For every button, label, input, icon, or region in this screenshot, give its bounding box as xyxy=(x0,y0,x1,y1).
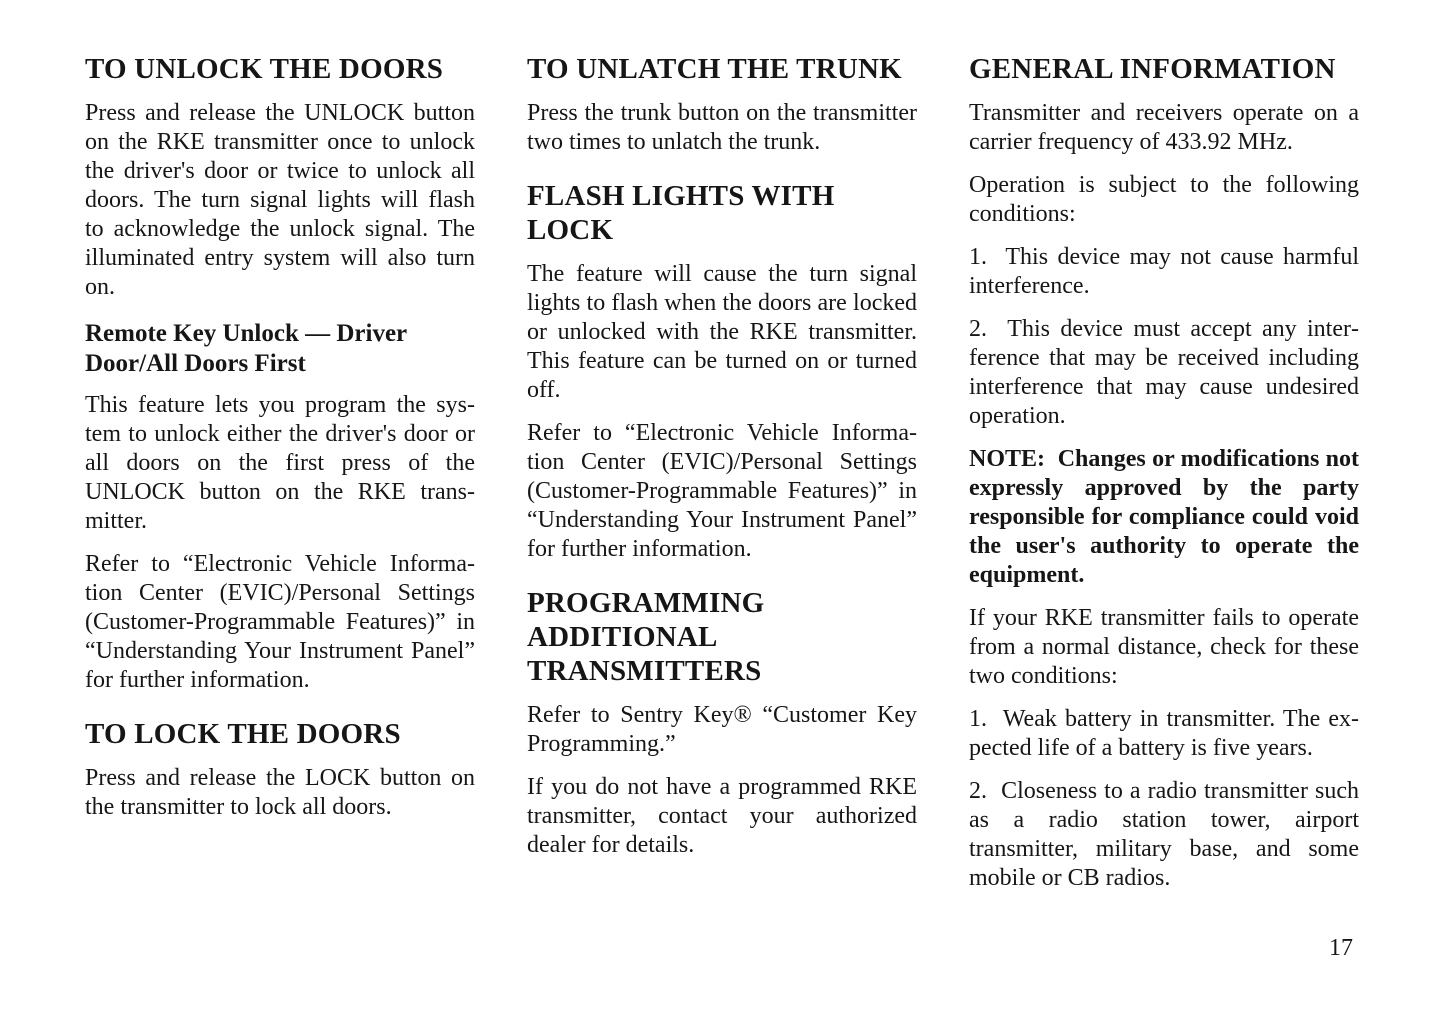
para-operation-conditions: Operation is subject to the following conditions: xyxy=(969,172,1359,227)
heading-unlock-doors: TO UNLOCK THE DOORS xyxy=(85,53,444,85)
column-middle xyxy=(527,52,917,907)
para-note-compliance: NOTE: Changes or modifications not expressly approved by the party responsible for compliance could void the user's authority to operate the equipment. xyxy=(969,446,1359,588)
para-radio-closeness: 2. Closeness to a radio transmitter such as a radio station tower, airport transmitter, military base, and some mobile or CB radios. xyxy=(969,778,1359,891)
para-no-programmed-rke: If you do not have a programmed RKE transmitter, contact your authorized dealer for details. xyxy=(527,774,917,858)
para-unlatch-trunk: Press the trunk button on the transmitter two times to unlatch the trunk. xyxy=(527,100,917,155)
para-condition-2: 2. This device must accept any interference that may be received including interference that may cause undesired operation. xyxy=(969,316,1359,429)
subheading-remote-key-unlock: Remote Key Unlock — Driver Door/All Doors First xyxy=(85,320,407,377)
page-number: 17 xyxy=(1329,935,1353,961)
para-refer-evic-middle: Refer to “Electronic Vehicle Information Center (EVIC)/Personal Settings (Customer-Programmable Features)” in “Understanding Your Instrument Panel” for further information. xyxy=(527,420,917,562)
heading-general-information: GENERAL INFORMATION xyxy=(969,53,1336,85)
heading-programming-transmitters: PROGRAMMING ADDITIONAL TRANSMITTERS xyxy=(527,587,765,687)
heading-unlatch-trunk: TO UNLATCH THE TRUNK xyxy=(527,53,902,85)
para-rke-fails: If your RKE transmitter fails to operate from a normal distance, check for these two conditions: xyxy=(969,605,1359,689)
heading-flash-lights-with-lock: FLASH LIGHTS WITH LOCK xyxy=(527,180,835,246)
para-sentry-key: Refer to Sentry Key® “Customer Key Programming.” xyxy=(527,702,917,757)
column-right xyxy=(969,52,1359,907)
para-unlock-doors: Press and release the UNLOCK button on the RKE transmitter once to unlock the driver's door or twice to unlock all doors. The turn signal lights will flash to acknowledge the unlock signal. The illuminated entry system will also turn on. xyxy=(85,100,475,300)
para-condition-1: 1. This device may not cause harmful interference. xyxy=(969,244,1359,299)
para-lock-doors: Press and release the LOCK button on the transmitter to lock all doors. xyxy=(85,765,475,820)
column-left xyxy=(85,52,475,907)
para-weak-battery: 1. Weak battery in transmitter. The expected life of a battery is five years. xyxy=(969,706,1359,761)
para-refer-evic-left: Refer to “Electronic Vehicle Information Center (EVIC)/Personal Settings (Customer-Programmable Features)” in “Understanding Your Instrument Panel” for further information. xyxy=(85,551,475,693)
para-carrier-frequency: Transmitter and receivers operate on a carrier frequency of 433.92 MHz. xyxy=(969,100,1359,155)
heading-lock-doors: TO LOCK THE DOORS xyxy=(85,718,401,750)
para-flash-lights: The feature will cause the turn signal lights to flash when the doors are locked or unlocked with the RKE transmitter. This feature can be turned on or turned off. xyxy=(527,261,917,403)
para-remote-key-unlock: This feature lets you program the system to unlock either the driver's door or all doors on the first press of the UNLOCK button on the RKE transmitter. xyxy=(85,392,475,534)
